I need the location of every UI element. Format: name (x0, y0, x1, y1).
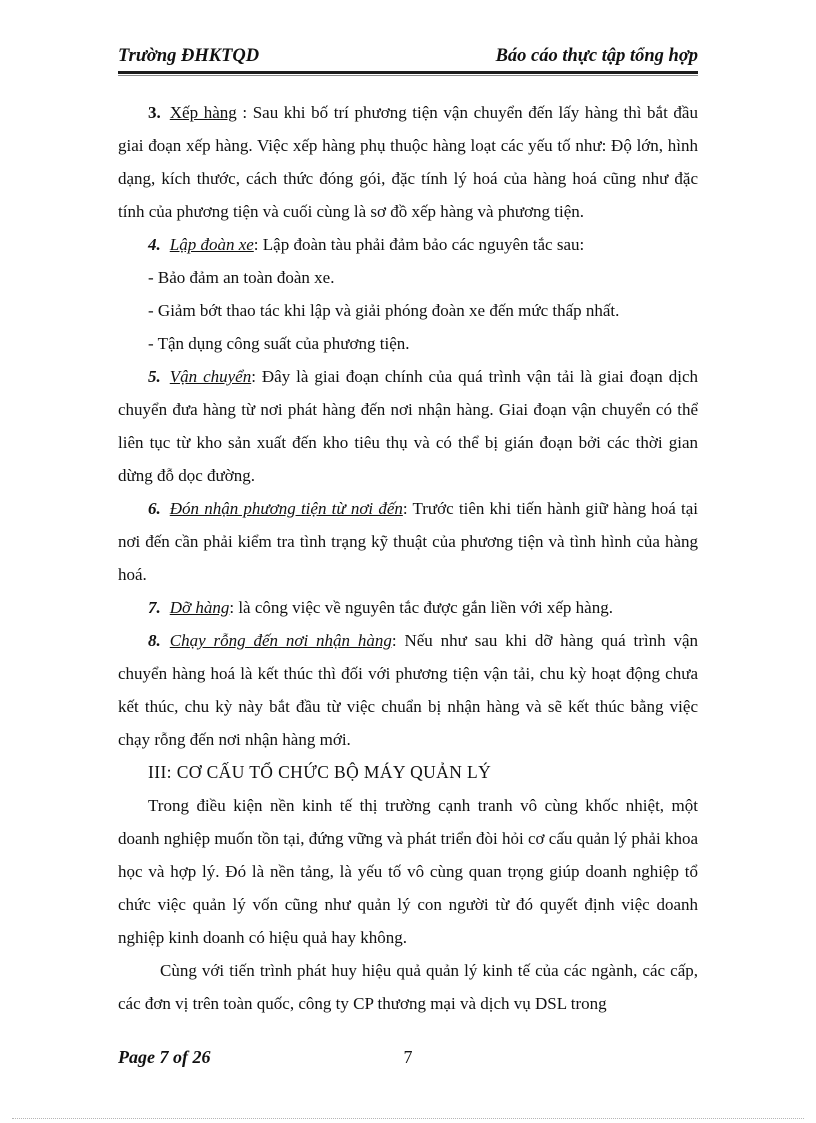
dash-item-1: - Bảo đảm an toàn đoàn xe. (148, 268, 335, 287)
header-rule-thick (118, 71, 698, 74)
page-footer (118, 1044, 698, 1070)
item-term: Lập đoàn xe (169, 235, 254, 254)
item-text: : Trước tiên khi tiến hành giữ hàng hoá tại nơi đến cần phải kiểm tra tình trạng kỹ thuật của phương tiện và tình hình của hàng hoá. (118, 499, 699, 584)
dash-item-3: - Tận dụng công suất của phương tiện. (148, 334, 410, 353)
header-rule-thin (118, 75, 698, 76)
list-item-3 (118, 96, 698, 228)
list-item-4 (118, 228, 698, 261)
item-number: 6. (148, 499, 161, 518)
item-text: : Sau khi bố trí phương tiện vận chuyển đến lấy hàng thì bắt đầu giai đoạn xếp hàng. Việc xếp hàng phụ thuộc hàng loạt các yếu tố như: Độ lớn, hình dạng, kích thước, cách thức đóng gói, đặc tính lý hoá của hàng hoá cũng như đặc tính của phương tiện và cuối cùng là sơ đồ xếp hàng và phương tiện. (118, 103, 698, 221)
document-body (118, 96, 698, 1020)
header-row (118, 44, 698, 68)
section-heading: III: CƠ CẤU TỔ CHỨC BỘ MÁY QUẢN LÝ (148, 762, 492, 782)
item-text: : Lập đoàn tàu phải đảm bảo các nguyên tắc sau: (253, 235, 585, 254)
item-term: Chạy rỗng đến nơi nhận hàng (169, 631, 392, 650)
paragraph-1: Trong điều kiện nền kinh tế thị trường cạnh tranh vô cùng khốc nhiệt, một doanh nghiệp muốn tồn tại, đứng vững và phát triển đòi hỏi cơ cấu quản lý phải khoa học và hợp lý. Đó là nền tảng, là yếu tố vô cùng quan trọng giúp doanh nghiệp tổ chức việc quản lý vốn cũng như quản lý con người từ đó quyết định việc doanh nghiệp kinh doanh có hiệu quả hay không. (118, 796, 698, 947)
item-text: : là công việc về nguyên tắc được gắn liền với xếp hàng. (229, 598, 613, 617)
page-cut-dotted-line (12, 1118, 804, 1119)
list-item-7 (118, 591, 698, 624)
item-number: 5. (148, 367, 161, 386)
list-item-6 (118, 492, 698, 591)
header-right-text: Báo cáo thực tập tổng hợp (495, 46, 698, 66)
footer-page-label: Page 7 of 26 (118, 1047, 211, 1067)
item-term: Xếp hàng (169, 103, 237, 122)
item-number: 3. (148, 103, 161, 122)
paragraph-2: Cùng với tiến trình phát huy hiệu quả quản lý kinh tế của các ngành, các cấp, các đơn vị trên toàn quốc, công ty CP thương mại và dịch vụ DSL trong (118, 961, 698, 1013)
item-term: Dỡ hàng (169, 598, 230, 617)
item-number: 8. (148, 631, 161, 650)
item-term: Đón nhận phương tiện từ nơi đến (169, 499, 403, 518)
footer-page-number: 7 (403, 1047, 413, 1067)
header-left-text: Trường ĐHKTQD (118, 46, 260, 66)
item-number: 4. (148, 235, 161, 254)
list-item-8 (118, 624, 698, 756)
item-number: 7. (148, 598, 161, 617)
list-item-5 (118, 360, 698, 492)
page-header (118, 44, 698, 76)
item-text: : Nếu như sau khi dỡ hàng quá trình vận chuyển hàng hoá là kết thúc thì đối với phương tiện vận tải, chu kỳ hoạt động chưa kết thúc, chu kỳ này bắt đầu từ việc chuẩn bị nhận hàng và sẽ kết thúc bằng việc chạy rỗng đến nơi nhận hàng mới. (118, 631, 698, 749)
item-term: Vận chuyển (169, 367, 252, 386)
dash-item-2: - Giảm bớt thao tác khi lập và giải phóng đoàn xe đến mức thấp nhất. (148, 301, 620, 320)
item-text: : Đây là giai đoạn chính của quá trình vận tải là giai đoạn dịch chuyển đưa hàng từ nơi phát hàng đến nơi nhận hàng. Giai đoạn vận chuyển có thể liên tục từ kho sản xuất đến kho tiêu thụ và có thể bị gián đoạn bởi các thời gian dừng đỗ dọc đường. (118, 367, 698, 485)
